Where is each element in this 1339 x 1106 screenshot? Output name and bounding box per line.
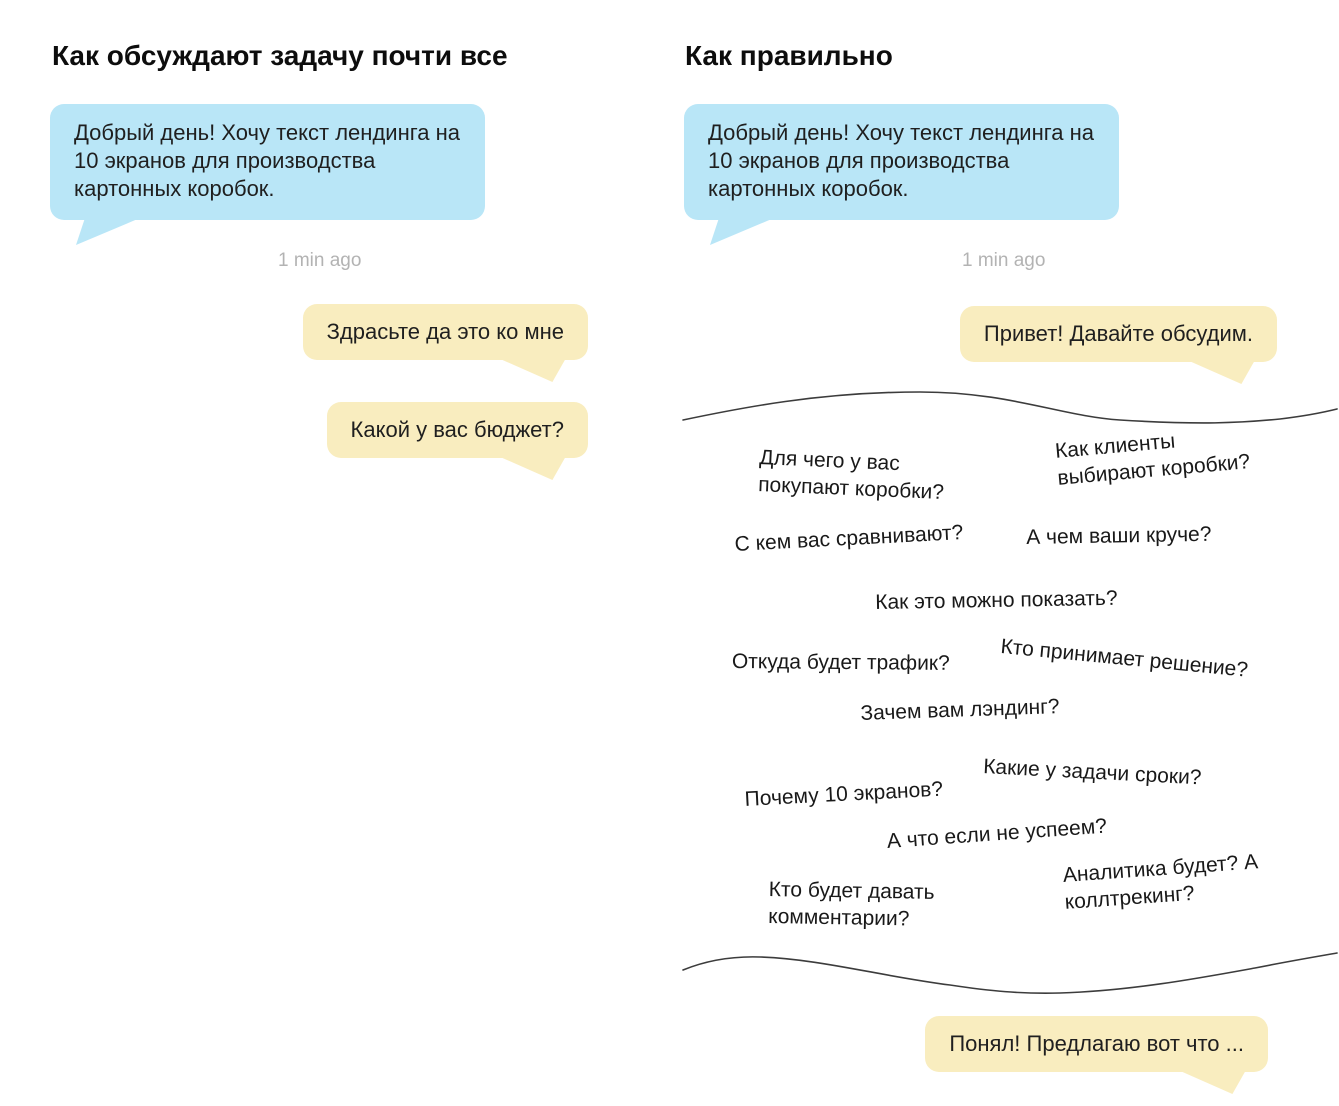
bubble-tail <box>498 358 566 382</box>
right-panel-heading: Как правильно <box>685 40 893 71</box>
question-note: Кто будет давать комментарии? <box>768 877 935 931</box>
bubble-tail <box>498 456 566 480</box>
question-note: Для чего у вас покупают коробки? <box>757 445 945 505</box>
left-panel-heading: Как обсуждают задачу почти все <box>52 40 508 71</box>
question-note: Как это можно показать? <box>875 586 1118 614</box>
question-note: Аналитика будет? А коллтрекинг? <box>1062 850 1259 914</box>
bubble-tail <box>1178 1070 1246 1094</box>
reply-text: Здрасьте да это ко мне <box>326 319 564 344</box>
client-message-text: Добрый день! Хочу текст лендинга на 10 экранов для производства картонных коробок. <box>74 120 460 201</box>
reply-bubble <box>327 402 588 458</box>
client-message-bubble <box>50 104 485 220</box>
bubble-tail <box>1187 360 1255 384</box>
bubble-tail <box>76 218 140 245</box>
reply-text: Понял! Предлагаю вот что ... <box>949 1031 1244 1056</box>
timestamp: 1 min ago <box>962 250 1046 271</box>
reply-bubble <box>303 304 588 360</box>
bubble-tail <box>710 218 774 245</box>
question-note: Откуда будет трафик? <box>731 649 950 675</box>
question-note: А что если не успеем? <box>886 814 1108 853</box>
question-note: Почему 10 экранов? <box>744 777 944 811</box>
question-note: А чем ваши круче? <box>1026 522 1212 549</box>
question-note: С кем вас сравнивают? <box>734 521 964 556</box>
client-message-text: Добрый день! Хочу текст лендинга на 10 экранов для производства картонных коробок. <box>708 120 1094 201</box>
question-note: Зачем вам лэндинг? <box>860 695 1060 725</box>
reply-text: Привет! Давайте обсудим. <box>983 321 1253 346</box>
question-note: Как клиенты выбирают коробки? <box>1054 429 1251 490</box>
reply-bubble <box>925 1016 1268 1072</box>
client-message-bubble <box>684 104 1119 220</box>
question-note: Какие у задачи сроки? <box>982 754 1203 790</box>
timestamp: 1 min ago <box>278 250 362 271</box>
reply-bubble <box>960 306 1277 362</box>
reply-text: Какой у вас бюджет? <box>350 417 564 442</box>
torn-edge-divider-bottom <box>680 946 1339 998</box>
question-note: Кто принимает решение? <box>999 634 1250 682</box>
